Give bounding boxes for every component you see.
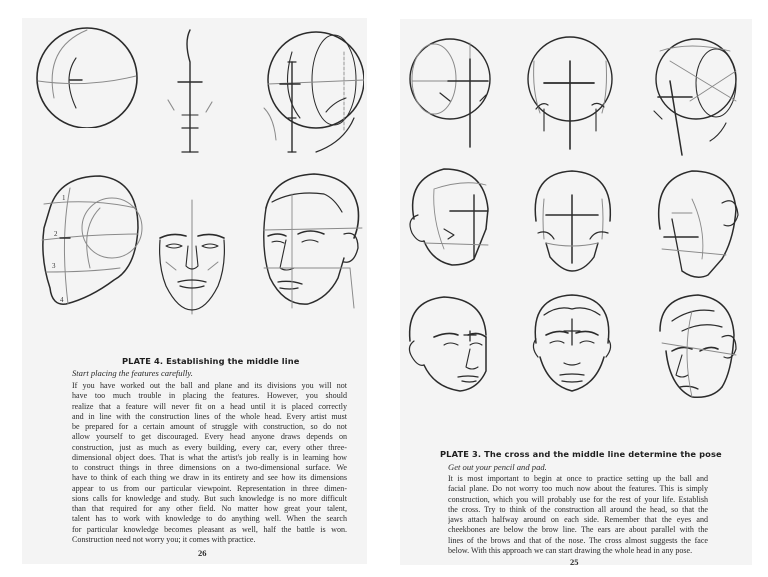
left-book-page [22,18,367,564]
body-line: If you have worked out the ball and plane and its divisions you will not [72,381,347,390]
head-plane-three-quarter-drawing [404,159,494,279]
body-line: realize that a feature will never fit on a head until it is placed correctly [72,401,347,411]
body-line: have to think of each thing we draw in its entirety and see how its dimensions [72,473,347,483]
body-line: appear to us from our particular viewpoint. Representation in three dimen- [72,483,347,493]
plate-3-subtitle: Get out your pencil and pad. [448,462,547,472]
body-line: Construction need not worry you; it comes with practice. [72,534,256,544]
body-line: for particular knowledge becomes pleasant as well, half the battle is won. [72,524,347,534]
ball-cross-front-drawing [526,31,616,151]
plate-4-body-text [72,381,347,545]
body-line: the cross. Try to think of the construction all around the head, so that the [448,504,708,514]
body-line: lines of the brows and that of the nose. The cross almost suggests the face [448,535,708,545]
construction-label-3: 3 [52,262,56,270]
head-plane-front-drawing [528,159,618,279]
construction-label-4: 4 [60,296,64,304]
face-front-drawing [528,291,618,401]
sphere-with-cross-drawing [32,18,142,128]
numbered-head-construction-drawing [30,168,145,318]
body-line: have too much trouble in placing the features. However, you should [72,391,347,401]
construction-label-1: 1 [62,194,66,202]
body-line: It is most important to begin at once to practice setting up the ball and [448,474,708,483]
plate-4-subtitle: Start placing the features carefully. [72,368,193,378]
ball-cross-turned-drawing [404,31,494,151]
body-line: than that required for any other field. No matter how great your talent, [72,504,347,513]
body-line: construction, which you will probably use for the rest of your life. Establish [448,494,708,504]
construction-label-2: 2 [54,230,58,238]
face-three-quarter-drawing [404,291,494,401]
ball-cross-tilted-drawing [650,31,740,161]
page-number: 26 [198,548,207,558]
body-line: sions calls for knowledge and study. But such knowledge is no more difficult [72,493,347,503]
body-line: construction, just as much as every building, every car, every other three- [72,442,347,452]
three-quarter-head-drawing [254,168,369,318]
plate-3-body-text [448,474,708,556]
face-tilted-down-drawing [652,291,742,411]
body-line: allow yourself to get discouraged. Every head anyone draws depends on [72,432,347,442]
body-line: facial plane. Do not worry too much now about the features. This is simply [448,484,708,494]
body-line: dimensional object does. That is what the artist's job really is in learning how [72,452,347,462]
body-line: talent has to work with knowledge to do anything well. When the search [72,514,347,524]
plate-4-title: PLATE 4. Establishing the middle line [122,356,300,366]
page-number: 25 [570,557,579,567]
sphere-with-jaw-drawing [254,22,364,162]
body-line: below. With this approach we can start drawing the whole head in any pose. [448,545,693,555]
body-line: and in line with the construction lines of the whole head. Every artist must [72,411,347,421]
right-book-page [400,19,752,565]
body-line: to construct things in three dimensions on a two-dimensional surface. We [72,463,347,472]
body-line: be prepared for a certain amount of struggle with construction, so do not [72,422,347,431]
body-line: cheekbones are below the brow line. The ears are about parallel with the [448,525,708,535]
plate-3-title: PLATE 3. The cross and the middle line determine the pose [440,449,722,459]
front-face-features-drawing [152,196,232,316]
head-plane-tilted-drawing [652,159,742,289]
body-line: jaws attach halfway around on each side. Remember that the eyes and [448,515,708,524]
middle-line-drawing [162,22,222,162]
